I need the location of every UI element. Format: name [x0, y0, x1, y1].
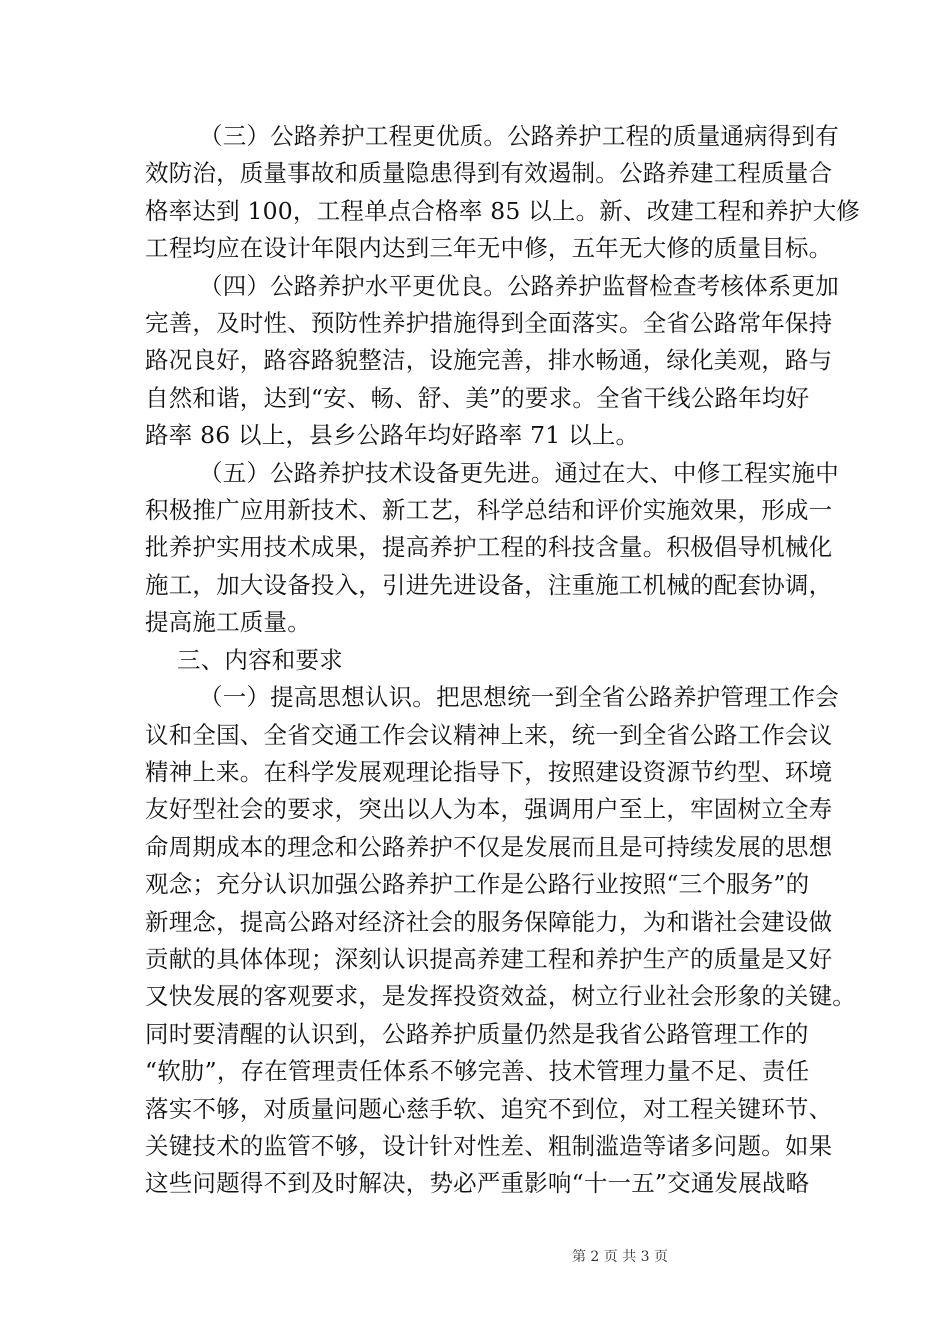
- text-line: 观念；充分认识加强公路养护工作是公路行业按照“三个服务”的: [145, 870, 810, 899]
- text-line: （四）公路养护水平更优良。公路养护监督检查考核体系更加: [199, 271, 839, 300]
- text-line: 施工，加大设备投入，引进先进设备，注重施工机械的配套协调，: [145, 570, 833, 599]
- text-line: “软肋”，存在管理责任体系不够完善、技术管理力量不足、责任: [145, 1057, 810, 1086]
- text-line: 工程均应在设计年限内达到三年无中修，五年无大修的质量目标。: [145, 234, 833, 263]
- text-line: 友好型社会的要求，突出以人为本，强调用户至上，牢固树立全寿: [145, 795, 833, 824]
- text-line: 这些问题得不到及时解决，势必严重影响“十一五”交通发展战略: [145, 1169, 810, 1198]
- text-line: 关键技术的监管不够，设计针对性差、粗制滥造等诸多问题。如果: [145, 1131, 833, 1160]
- text-line: （一）提高思想认识。把思想统一到全省公路养护管理工作会: [199, 683, 839, 712]
- paragraph-five: [145, 455, 839, 642]
- text-line: 路况良好，路容路貌整洁，设施完善，排水畅通，绿化美观，路与: [145, 346, 833, 375]
- text-line: 精神上来。在科学发展观理论指导下，按照建设资源节约型、环境: [145, 757, 833, 786]
- text-line: 自然和谐，达到“安、畅、舒、美”的要求。全省干线公路年均好: [145, 383, 810, 412]
- text-line: （三）公路养护工程更优质。公路养护工程的质量通病得到有: [199, 122, 839, 150]
- paragraph-three: [145, 118, 860, 268]
- text-line: （五）公路养护技术设备更先进。通过在大、中修工程实施中: [199, 458, 839, 487]
- text-line: 批养护实用技术成果，提高养护工程的科技含量。积极倡导机械化: [145, 533, 833, 562]
- text-line: 议和全国、全省交通工作会议精神上来，统一到全省公路工作会议: [145, 720, 833, 749]
- text-line: 格率达到 100，工程单点合格率 85 以上。新、改建工程和养护大修: [145, 196, 860, 225]
- text-line: 提高施工质量。: [145, 608, 311, 637]
- page-number-footer: 第 2 页 共 3 页: [571, 1249, 669, 1265]
- section-heading: [145, 642, 815, 679]
- text-line: 效防治，质量事故和质量隐患得到有效遏制。公路养建工程质量合: [145, 159, 833, 188]
- text-line: 贡献的具体体现；深刻认识提高养建工程和养护生产的质量是又好: [145, 944, 833, 973]
- paragraph-four: [145, 268, 839, 455]
- text-line: 命周期成本的理念和公路养护不仅是发展而且是可持续发展的思想: [145, 832, 833, 861]
- paragraph-six: [145, 679, 856, 1203]
- text-line: 积极推广应用新技术、新工艺，科学总结和评价实施效果，形成一: [145, 496, 833, 525]
- text-line: 落实不够，对质量问题心慈手软、追究不到位，对工程关键环节、: [145, 1094, 833, 1123]
- text-line: 又快发展的客观要求，是发挥投资效益，树立行业社会形象的关键。: [145, 982, 856, 1011]
- text-line: 路率 86 以上，县乡公路年均好路率 71 以上。: [145, 421, 640, 450]
- text-line: 同时要清醒的认识到，公路养护质量仍然是我省公路管理工作的: [145, 1019, 809, 1048]
- text-line: 完善，及时性、预防性养护措施得到全面落实。全省公路常年保持: [145, 309, 833, 338]
- text-line: 新理念，提高公路对经济社会的服务保障能力，为和谐社会建设做: [145, 907, 833, 936]
- document-page: [145, 118, 860, 1203]
- section-heading-text: 三、内容和要求: [177, 645, 343, 674]
